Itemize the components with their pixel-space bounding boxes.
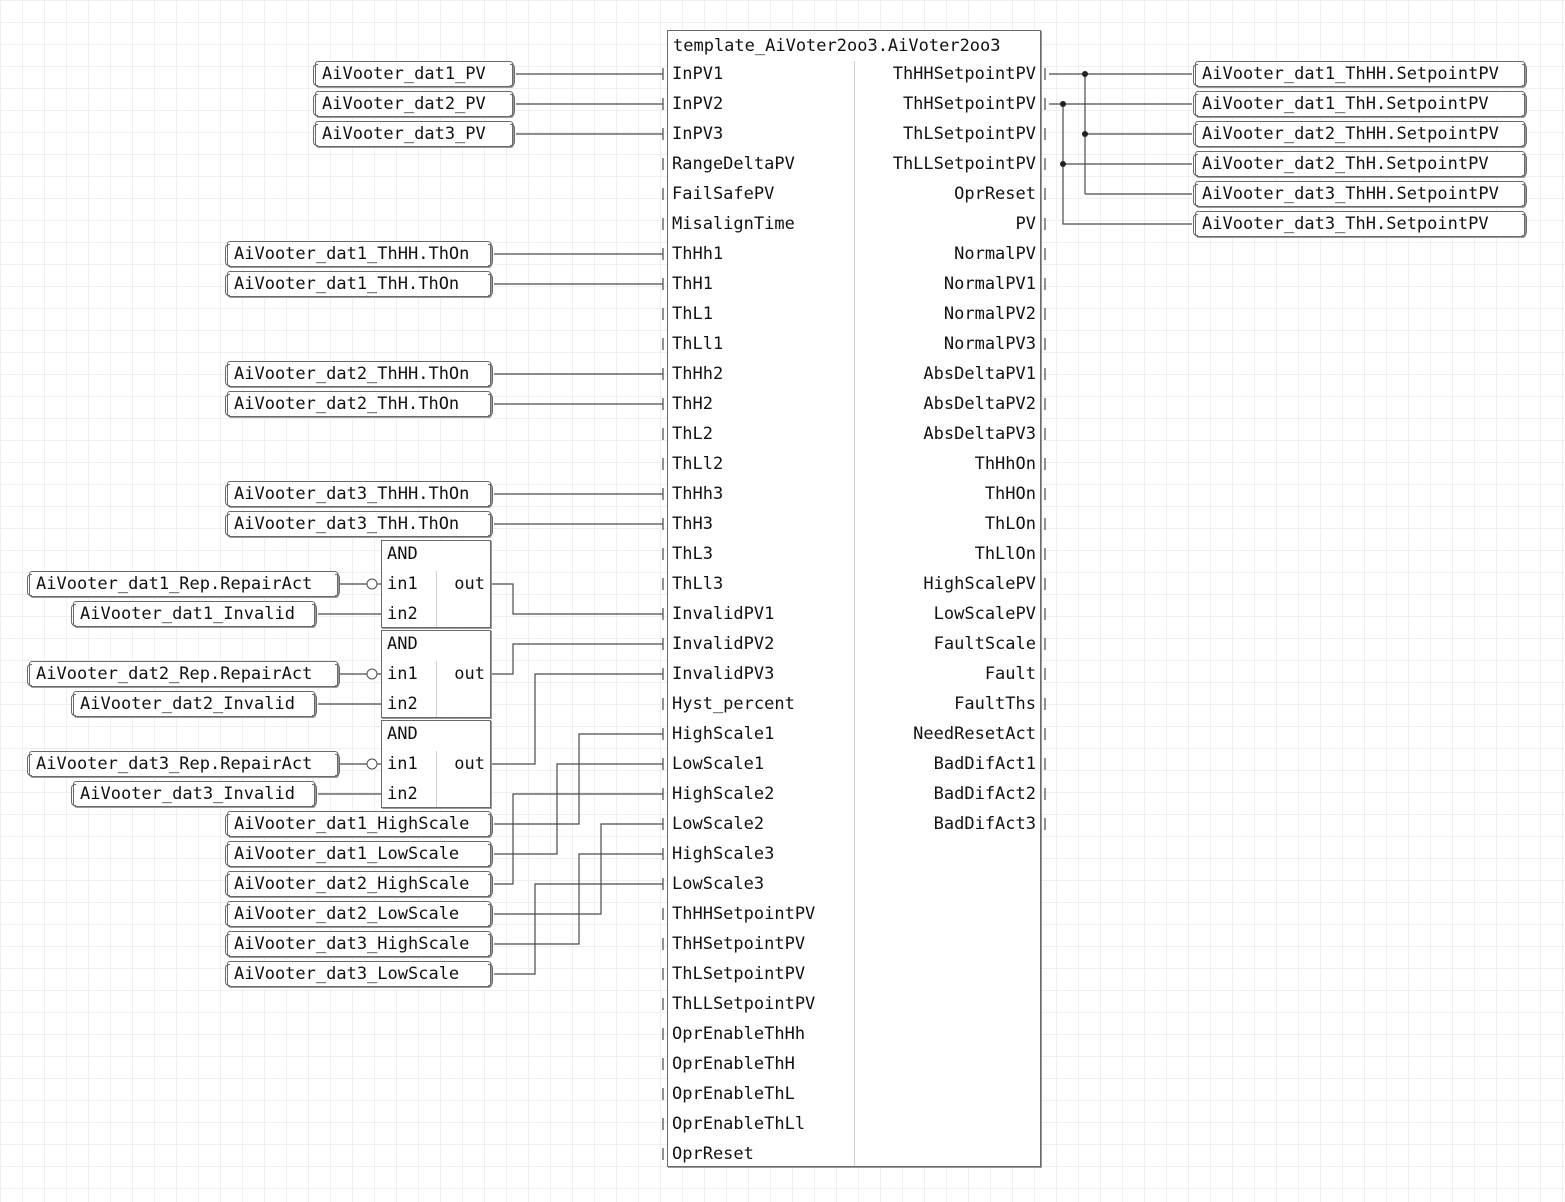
input-variable[interactable]: AiVooter_dat2_ThH.ThOn [227, 391, 491, 417]
and-gate-divider [436, 661, 437, 717]
and-gate-divider [436, 751, 437, 807]
input-pin[interactable]: InPV3 [672, 124, 724, 144]
output-pin[interactable]: ThHhOn [974, 454, 1036, 474]
and-gate-in2-label: in2 [387, 784, 418, 804]
wire [494, 734, 663, 824]
and-gate-in1-label: in1 [387, 754, 418, 774]
junction-dot [1060, 101, 1066, 107]
input-variable[interactable]: AiVooter_dat3_ThHH.ThOn [227, 481, 491, 507]
input-variable[interactable]: AiVooter_dat1_ThHH.ThOn [227, 241, 491, 267]
input-pin[interactable]: InvalidPV1 [672, 604, 775, 624]
input-variable[interactable]: AiVooter_dat2_Invalid [73, 691, 315, 717]
input-variable[interactable]: AiVooter_dat2_Rep.RepairAct [29, 661, 338, 687]
and-gate-out-label: out [454, 754, 485, 774]
output-pin[interactable]: OprReset [954, 184, 1036, 204]
output-pin[interactable]: ThLLSetpointPV [892, 154, 1036, 174]
and-gate-title: AND [387, 724, 418, 744]
output-pin[interactable]: FaultThs [954, 694, 1036, 714]
output-pin[interactable]: BadDifAct3 [933, 814, 1036, 834]
and-gate-divider [436, 571, 437, 627]
input-pin[interactable]: OprEnableThL [672, 1084, 795, 1104]
output-pin[interactable]: NormalPV2 [943, 304, 1036, 324]
output-variable[interactable]: AiVooter_dat2_ThHH.SetpointPV [1195, 121, 1525, 147]
output-pin[interactable]: Fault [984, 664, 1036, 684]
output-pin[interactable]: ThLlOn [974, 544, 1036, 564]
input-pin[interactable]: ThLl2 [672, 454, 724, 474]
output-variable[interactable]: AiVooter_dat2_ThH.SetpointPV [1195, 151, 1525, 177]
input-variable[interactable]: AiVooter_dat3_Rep.RepairAct [29, 751, 338, 777]
and-gate[interactable] [381, 720, 491, 808]
input-pin[interactable]: MisalignTime [672, 214, 795, 234]
input-pin[interactable]: ThLl1 [672, 334, 724, 354]
output-pin[interactable]: ThHOn [984, 484, 1036, 504]
junction-dot [1060, 161, 1066, 167]
and-gate-title: AND [387, 544, 418, 564]
and-gate[interactable] [381, 630, 491, 718]
wire [492, 674, 663, 764]
output-pin[interactable]: NormalPV1 [943, 274, 1036, 294]
input-variable[interactable]: AiVooter_dat2_ThHH.ThOn [227, 361, 491, 387]
junction-dot [1082, 71, 1088, 77]
input-pin[interactable]: ThL1 [672, 304, 713, 324]
input-pin[interactable]: ThH1 [672, 274, 713, 294]
input-pin[interactable]: LowScale3 [672, 874, 765, 894]
output-pin[interactable]: LowScalePV [933, 604, 1036, 624]
output-pin[interactable]: ThHSetpointPV [902, 94, 1036, 114]
output-pin[interactable]: NormalPV3 [943, 334, 1036, 354]
input-variable[interactable]: AiVooter_dat3_LowScale [227, 961, 491, 987]
and-gate-in1-label: in1 [387, 664, 418, 684]
wire [492, 644, 663, 674]
input-variable[interactable]: AiVooter_dat2_HighScale [227, 871, 491, 897]
input-pin[interactable]: ThHh1 [672, 244, 724, 264]
input-variable[interactable]: AiVooter_dat3_ThH.ThOn [227, 511, 491, 537]
input-variable[interactable]: AiVooter_dat3_HighScale [227, 931, 491, 957]
input-pin[interactable]: OprEnableThHh [672, 1024, 806, 1044]
input-pin[interactable]: ThHHSetpointPV [672, 904, 816, 924]
input-pin[interactable]: OprEnableThH [672, 1054, 795, 1074]
input-pin[interactable]: ThHSetpointPV [672, 934, 806, 954]
and-gate-out-label: out [454, 664, 485, 684]
output-pin[interactable]: BadDifAct2 [933, 784, 1036, 804]
input-pin[interactable]: Hyst_percent [672, 694, 795, 714]
input-pin[interactable]: FailSafePV [672, 184, 775, 204]
and-gate-in2-label: in2 [387, 604, 418, 624]
input-pin[interactable]: ThH3 [672, 514, 713, 534]
output-variable[interactable]: AiVooter_dat1_ThH.SetpointPV [1195, 91, 1525, 117]
input-pin[interactable]: HighScale1 [672, 724, 775, 744]
output-pin[interactable]: ThLSetpointPV [902, 124, 1036, 144]
wire [492, 584, 663, 614]
input-variable[interactable]: AiVooter_dat2_PV [315, 91, 513, 117]
output-pin[interactable]: HighScalePV [923, 574, 1036, 594]
output-pin[interactable]: FaultScale [933, 634, 1036, 654]
input-pin[interactable]: OprEnableThLl [672, 1114, 806, 1134]
input-pin[interactable]: ThL3 [672, 544, 713, 564]
function-block-divider [854, 61, 855, 1166]
wire [494, 854, 663, 944]
input-pin[interactable]: ThHh2 [672, 364, 724, 384]
input-pin[interactable]: HighScale2 [672, 784, 775, 804]
output-pin[interactable]: NormalPV [954, 244, 1036, 264]
input-pin[interactable]: InvalidPV2 [672, 634, 775, 654]
input-variable[interactable]: AiVooter_dat1_Invalid [73, 601, 315, 627]
input-variable[interactable]: AiVooter_dat1_HighScale [227, 811, 491, 837]
input-pin[interactable]: ThLl3 [672, 574, 724, 594]
output-variable[interactable]: AiVooter_dat3_ThH.SetpointPV [1195, 211, 1525, 237]
input-variable[interactable]: AiVooter_dat1_LowScale [227, 841, 491, 867]
output-pin[interactable]: AbsDeltaPV1 [923, 364, 1036, 384]
and-gate[interactable] [381, 540, 491, 628]
input-pin[interactable]: InPV1 [672, 64, 724, 84]
input-pin[interactable]: InPV2 [672, 94, 724, 114]
input-variable[interactable]: AiVooter_dat2_LowScale [227, 901, 491, 927]
input-variable[interactable]: AiVooter_dat3_Invalid [73, 781, 315, 807]
and-gate-in2-label: in2 [387, 694, 418, 714]
input-pin[interactable]: HighScale3 [672, 844, 775, 864]
and-gate-title: AND [387, 634, 418, 654]
output-pin[interactable]: ThHHSetpointPV [892, 64, 1036, 84]
negation-bubble [367, 579, 377, 589]
input-pin[interactable]: RangeDeltaPV [672, 154, 795, 174]
function-block-title: template_AiVoter2oo3.AiVoter2oo3 [673, 36, 1001, 56]
output-variable[interactable]: AiVooter_dat1_ThHH.SetpointPV [1195, 61, 1525, 87]
input-pin[interactable]: ThH2 [672, 394, 713, 414]
output-pin[interactable]: ThLOn [984, 514, 1036, 534]
input-pin[interactable]: ThL2 [672, 424, 713, 444]
output-pin[interactable]: AbsDeltaPV2 [923, 394, 1036, 414]
input-pin[interactable]: ThLLSetpointPV [672, 994, 816, 1014]
input-variable[interactable]: AiVooter_dat1_Rep.RepairAct [29, 571, 338, 597]
output-pin[interactable]: NeedResetAct [913, 724, 1036, 744]
input-pin[interactable]: ThHh3 [672, 484, 724, 504]
input-pin[interactable]: InvalidPV3 [672, 664, 775, 684]
and-gate-out-label: out [454, 574, 485, 594]
junction-dot [1082, 131, 1088, 137]
input-variable[interactable]: AiVooter_dat1_PV [315, 61, 513, 87]
input-pin[interactable]: ThLSetpointPV [672, 964, 806, 984]
input-variable[interactable]: AiVooter_dat3_PV [315, 121, 513, 147]
output-pin[interactable]: AbsDeltaPV3 [923, 424, 1036, 444]
negation-bubble [367, 669, 377, 679]
input-pin[interactable]: OprReset [672, 1144, 754, 1164]
and-gate-in1-label: in1 [387, 574, 418, 594]
input-pin[interactable]: LowScale1 [672, 754, 765, 774]
output-pin[interactable]: BadDifAct1 [933, 754, 1036, 774]
output-pin[interactable]: PV [1015, 214, 1036, 234]
input-pin[interactable]: LowScale2 [672, 814, 765, 834]
output-variable[interactable]: AiVooter_dat3_ThHH.SetpointPV [1195, 181, 1525, 207]
negation-bubble [367, 759, 377, 769]
input-variable[interactable]: AiVooter_dat1_ThH.ThOn [227, 271, 491, 297]
